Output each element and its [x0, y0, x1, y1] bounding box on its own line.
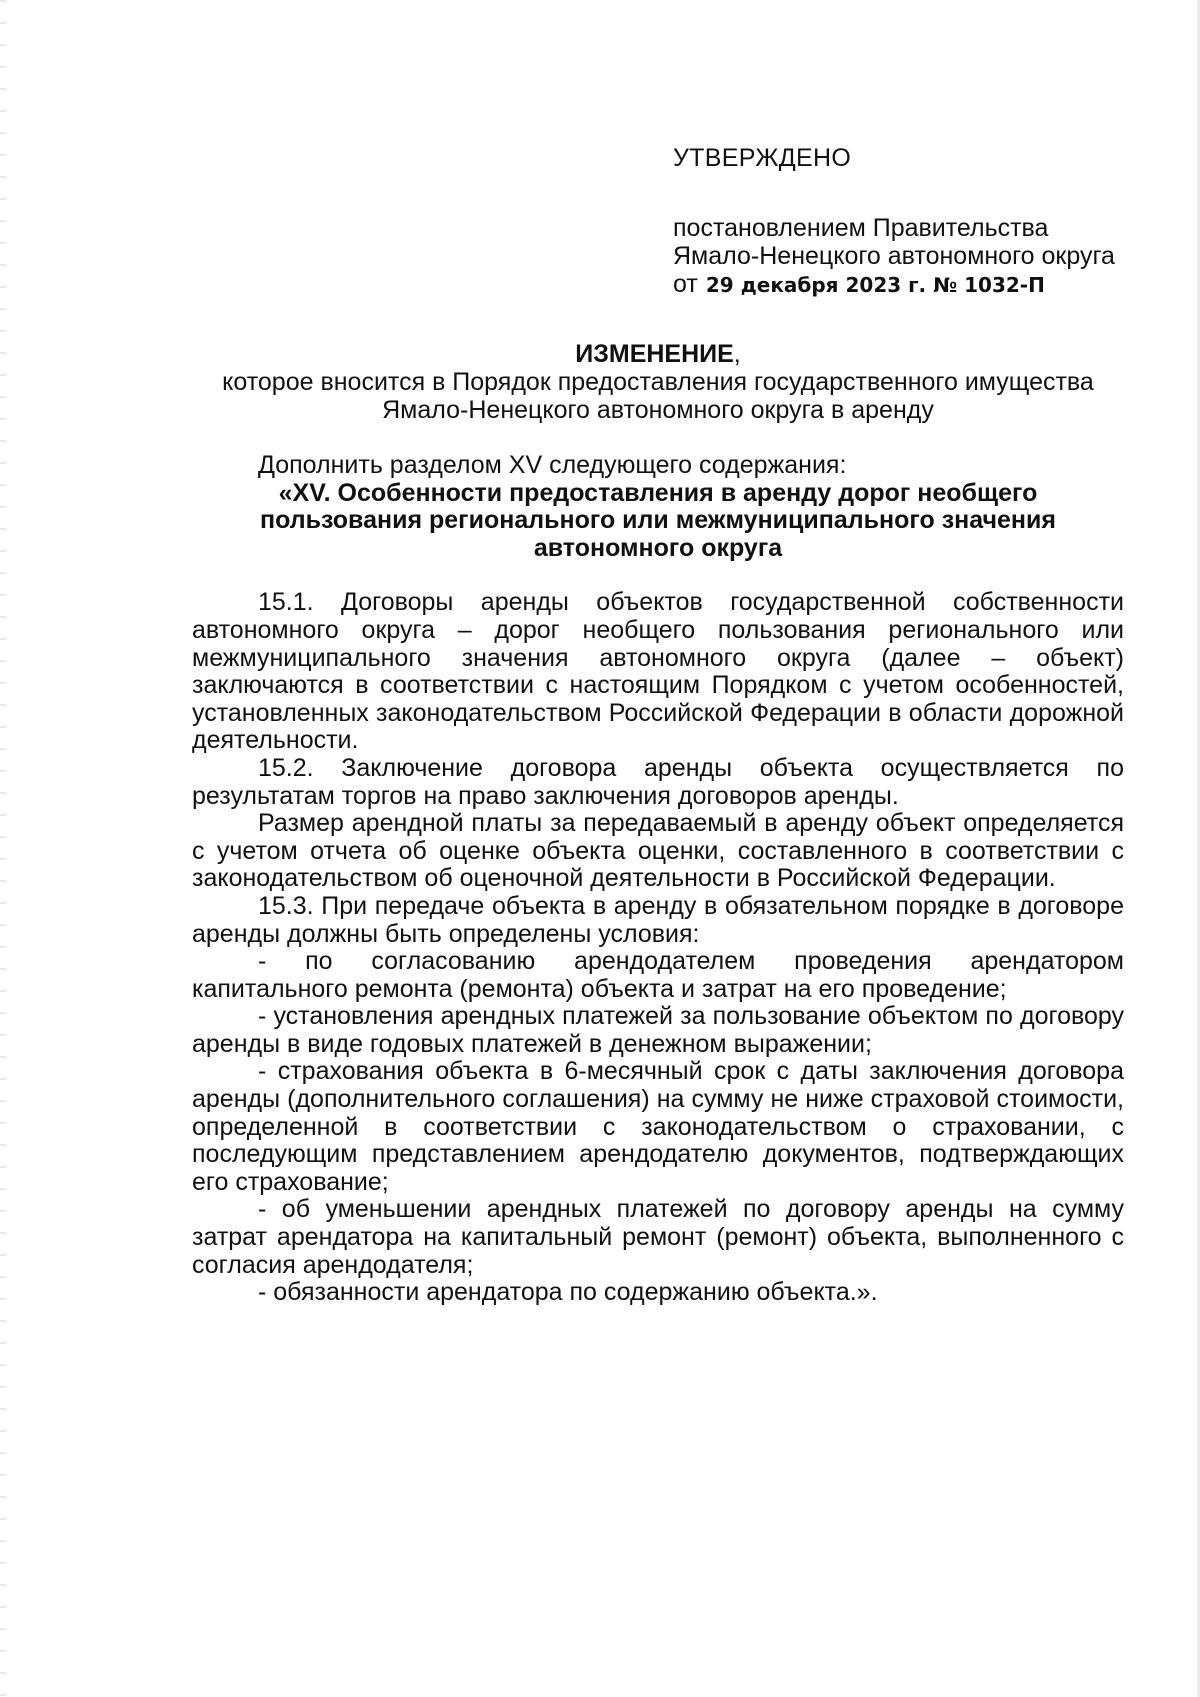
paragraph-15-2: 15.2. Заключение договора аренды объекта осуществляется по результатам торгов на право заключения договоров аренды.: [192, 753, 1124, 810]
approval-line-2: Ямало-Ненецкого автономного округа: [673, 242, 1115, 270]
list-item-insurance: - страхования объекта в 6-месячный срок с даты заключения договора аренды (дополнительного соглашения) на сумму не ниже страховой стоимости, определенной в соответствии с законодательством о страховании, с последующим представлением арендодателю документов, подтверждающих его страхование;: [192, 1057, 1124, 1196]
intro-paragraph: Дополнить разделом XV следующего содержания:: [258, 451, 847, 479]
list-item-reduction: - об уменьшении арендных платежей по договору аренды на сумму затрат арендатора на капитальный ремонт (ремонт) объекта, выполненного с согласия арендодателя;: [192, 1195, 1124, 1279]
approval-date-value: 29 декабря 2023 г. № 1032-П: [705, 273, 1045, 297]
paragraph-15-3: 15.3. При передаче объекта в аренду в обязательном порядке в договоре аренды должны быть определены условия:: [192, 891, 1124, 948]
list-item-payments: - установления арендных платежей за пользование объектом по договору аренды в виде годовых платежей в денежном выражении;: [192, 1002, 1124, 1058]
scan-edge-left: [0, 0, 6, 1697]
approval-stamp: УТВЕРЖДЕНО: [673, 144, 852, 172]
title-block: [192, 340, 1124, 424]
document-body: [192, 452, 1124, 1307]
document-subtitle-line-1: которое вносится в Порядок предоставления государственного имущества: [222, 368, 1094, 396]
document-subtitle-line-2: Ямало-Ненецкого автономного округа в аренду: [382, 396, 934, 424]
paragraph-rent-size: Размер арендной платы за передаваемый в аренду объект определяется с учетом отчета об оценке объекта оценки, составленного в соответствии с законодательством об оценочной деятельности в Российской Федерации.: [192, 809, 1124, 893]
approval-date-prefix: от: [673, 270, 698, 298]
document-title: [192, 340, 1124, 368]
paragraph-15-1: 15.1. Договоры аренды объектов государственной собственности автономного округа – дорог необщего пользования регионального или межмуниципального значения автономного округа (далее – объект) заключаются в соответствии с настоящим Порядком с учетом особенностей, установленных законодательством Российской Федерации в области дорожной деятельности.: [192, 588, 1124, 755]
section-heading: «XV. Особенности предоставления в аренду дорог необщего пользования регионального или межмуниципального значения автономного округа: [259, 478, 1056, 562]
approval-block: [673, 144, 1113, 299]
list-item-maintenance: - обязанности арендатора по содержанию объекта.».: [258, 1278, 878, 1307]
document-title-text: ИЗМЕНЕНИЕ: [575, 340, 734, 368]
approval-date-line: [673, 270, 1113, 299]
approval-line-1: постановлением Правительства: [673, 214, 1049, 242]
document-title-suffix: ,: [733, 340, 741, 368]
list-item-repair: - по согласованию арендодателем проведения арендатором капитального ремонта (ремонта) объекта и затрат на его проведение;: [192, 947, 1124, 1003]
